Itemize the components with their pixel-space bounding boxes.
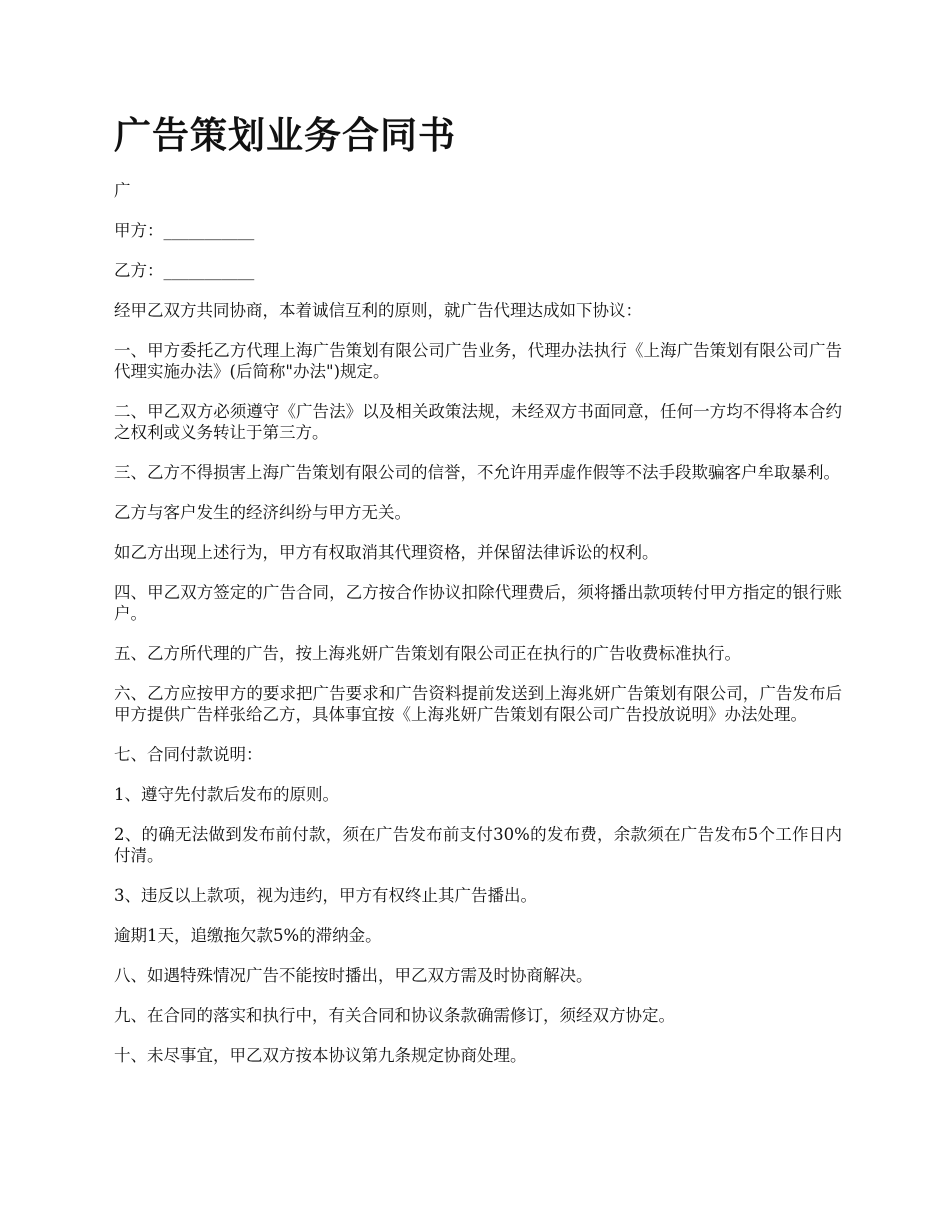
clause-3-note-2: 如乙方出现上述行为，甲方有权取消其代理资格，并保留法律诉讼的权利。 xyxy=(114,543,659,562)
document-title: 广告策划业务合同书 xyxy=(114,114,456,157)
clause-7-item-2: 2、的确无法做到发布前付款，须在广告发布前支付30%的发布费，余款须在广告发布5个工作日内付清。 xyxy=(114,825,842,865)
clause-9: 九、在合同的落实和执行中，有关合同和协议条款确需修订，须经双方协定。 xyxy=(114,1006,675,1025)
clause-1: 一、甲方委托乙方代理上海广告策划有限公司广告业务，代理办法执行《上海广告策划有限公司广告代理实施办法》(后简称"办法")规定。 xyxy=(114,341,842,381)
document-page xyxy=(114,110,842,1085)
clause-4: 四、甲乙双方签定的广告合同，乙方按合作协议扣除代理费后，须将播出款项转付甲方指定的银行账户。 xyxy=(114,583,842,623)
clause-6: 六、乙方应按甲方的要求把广告要求和广告资料提前发送到上海兆妍广告策划有限公司，广告发布后甲方提供广告样张给乙方，具体事宜按《上海兆妍广告策划有限公司广告投放说明》办法处理。 xyxy=(114,684,842,724)
party-b-line: 乙方：___________ xyxy=(114,261,255,280)
clause-3: 三、乙方不得损害上海广告策划有限公司的信誉，不允许用弄虚作假等不法手段欺骗客户牟取暴利。 xyxy=(114,463,840,482)
clause-7-item-3: 3、违反以上款项，视为违约，甲方有权终止其广告播出。 xyxy=(114,886,537,905)
clause-10: 十、未尽事宜，甲乙双方按本协议第九条规定协商处理。 xyxy=(114,1046,527,1065)
party-a-line: 甲方：___________ xyxy=(114,221,255,240)
preamble-paragraph: 经甲乙双方共同协商，本着诚信互利的原则，就广告代理达成如下协议： xyxy=(114,301,642,320)
clause-3-note-1: 乙方与客户发生的经济纠纷与甲方无关。 xyxy=(114,503,411,522)
clause-7-late-fee: 逾期1天，追缴拖欠款5%的滞纳金。 xyxy=(114,926,382,945)
clause-5: 五、乙方所代理的广告，按上海兆妍广告策划有限公司正在执行的广告收费标准执行。 xyxy=(114,644,741,663)
clause-7-heading: 七、合同付款说明： xyxy=(114,745,263,764)
clause-8: 八、如遇特殊情况广告不能按时播出，甲乙双方需及时协商解决。 xyxy=(114,966,593,985)
clause-7-item-1: 1、遵守先付款后发布的原则。 xyxy=(114,785,339,804)
clause-2: 二、甲乙双方必须遵守《广告法》以及相关政策法规，未经双方书面同意，任何一方均不得将本合约之权利或义务转让于第三方。 xyxy=(114,402,842,442)
paragraph-intro-char: 广 xyxy=(114,181,131,200)
